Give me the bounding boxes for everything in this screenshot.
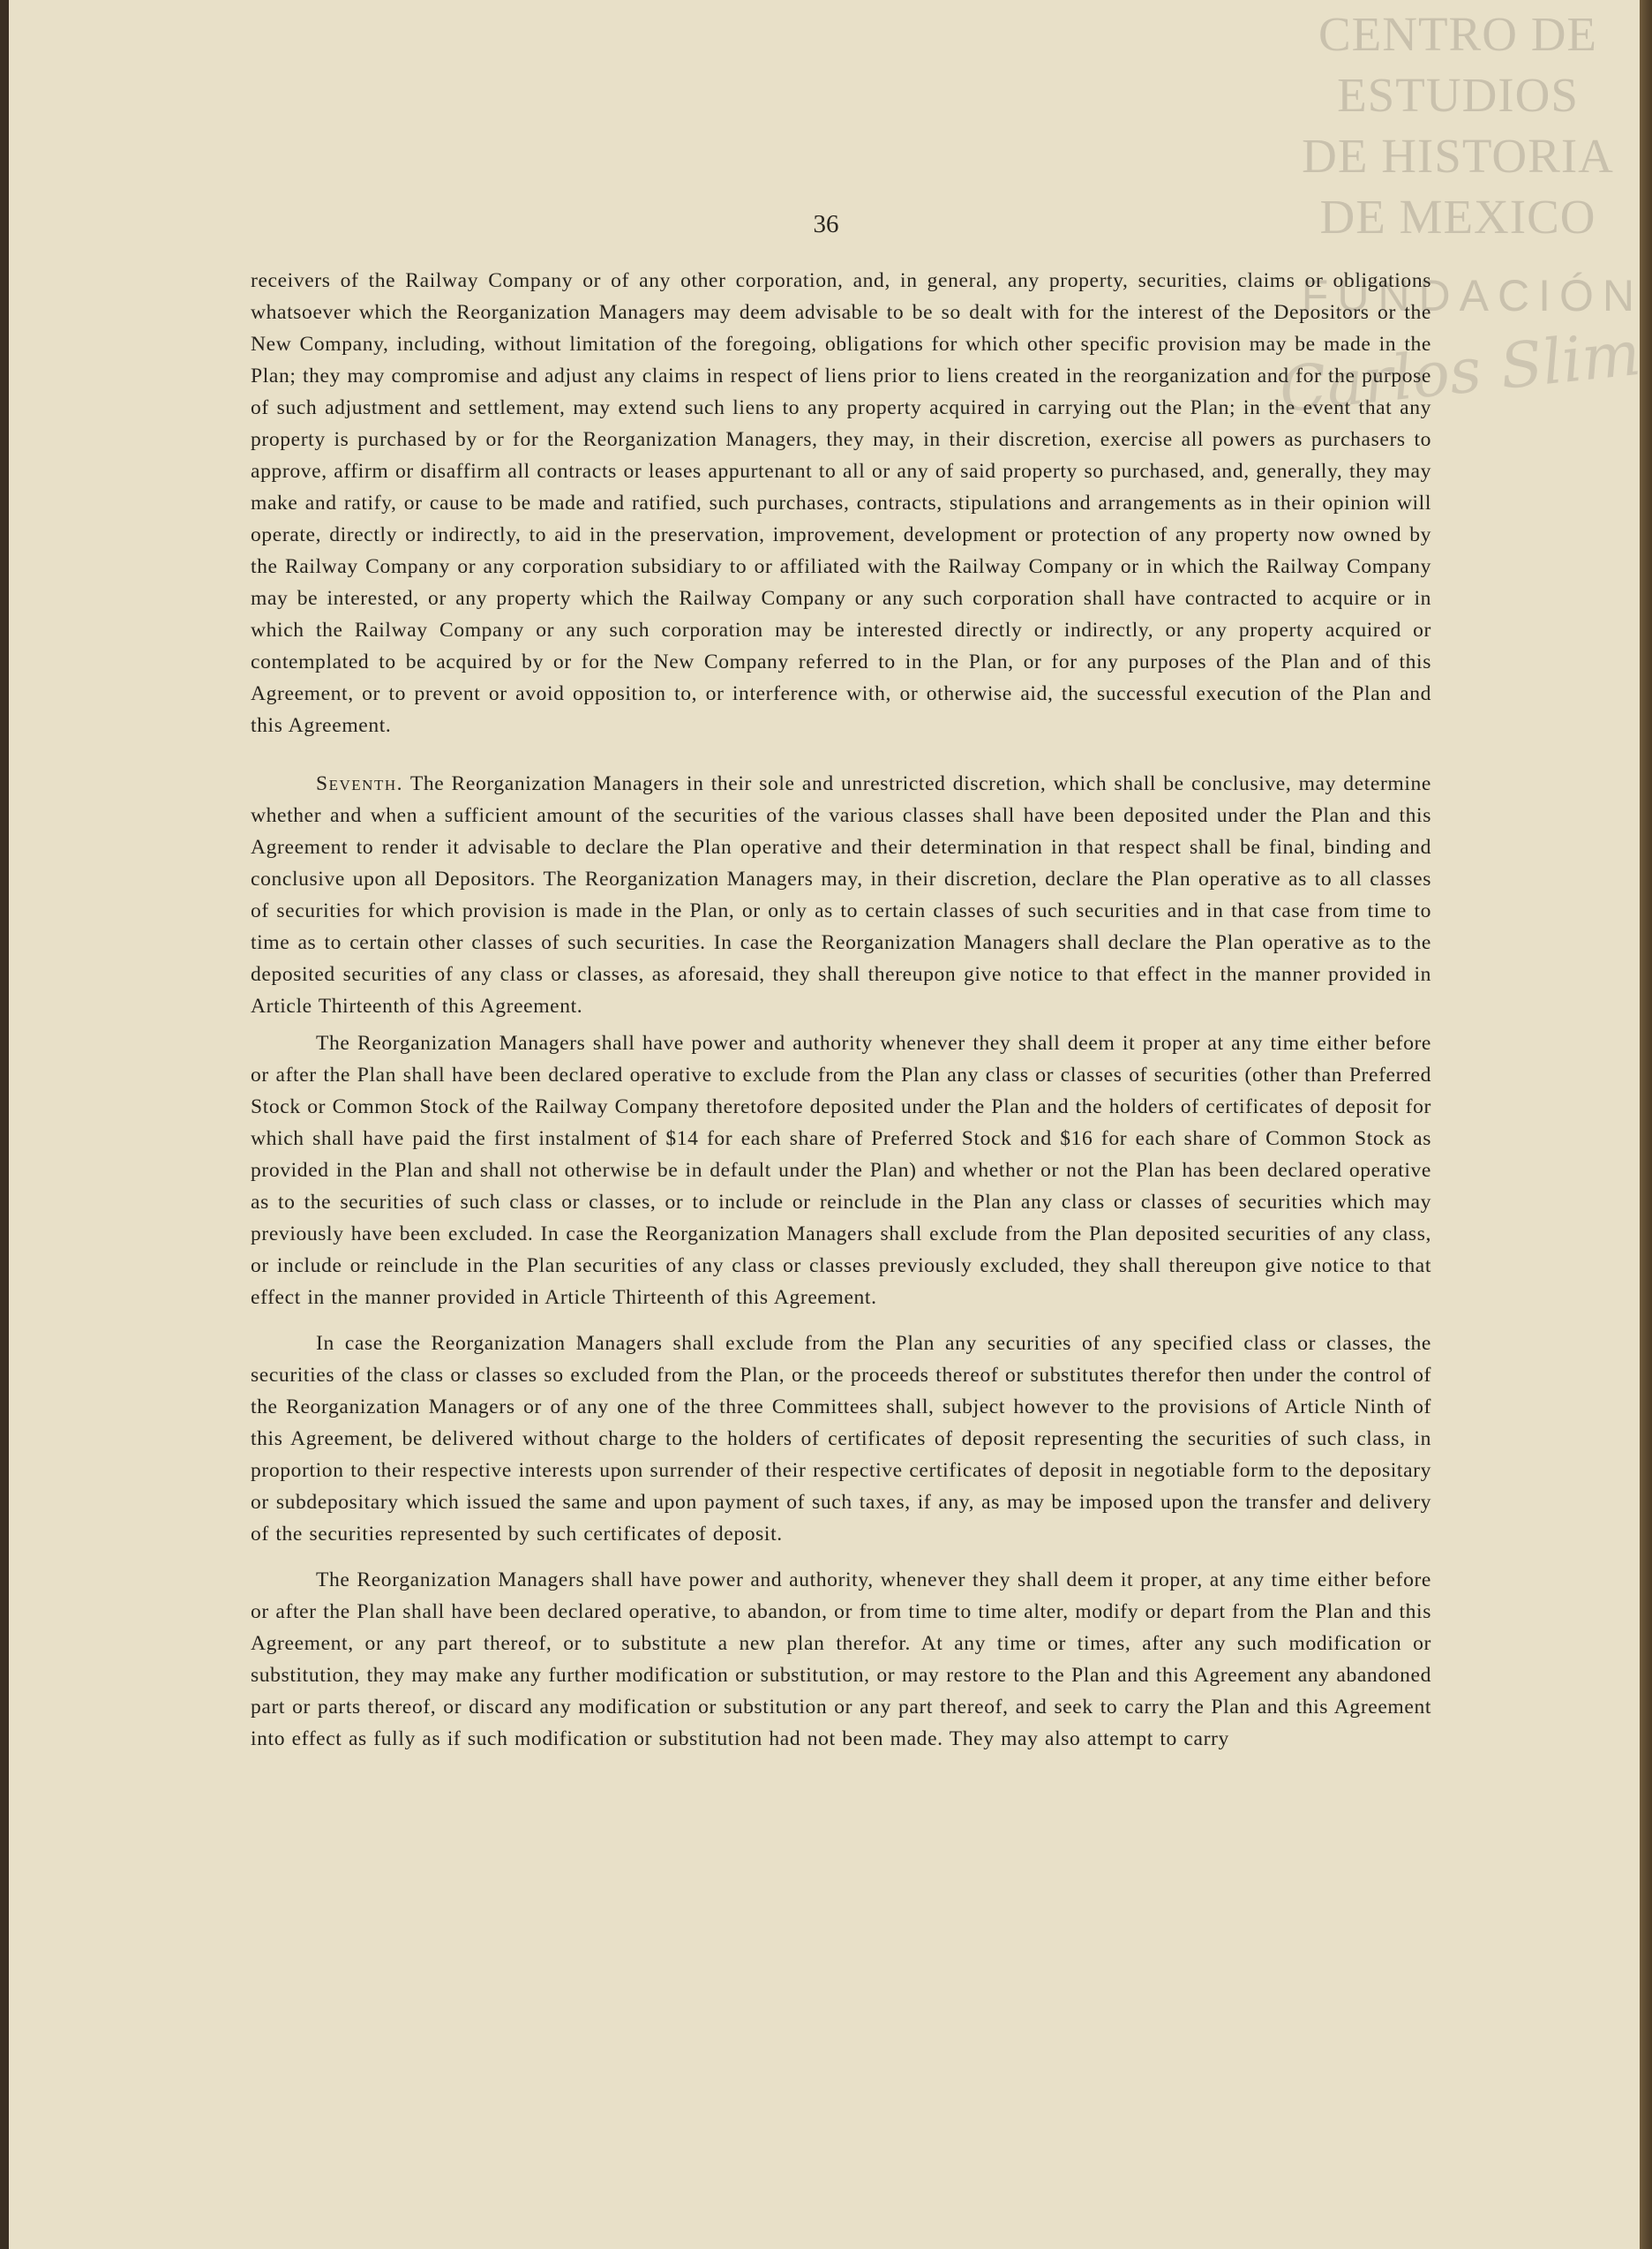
paragraph-text: receivers of the Railway Company or of any other corporation, and, in general, any property, securities, claims or obligations whatsoever which the Reorganization Managers may deem advisable to be so dealt with for the interest of the Depositors or the New Company, including, without limitation of the foregoing, obligations for which other specific provision may be made in the Plan; they may compromise and adjust any claims in respect of liens prior to liens created in the reorganization and for the purpose of such adjustment and settlement, may extend such liens to any property acquired in carrying out the Plan; in the event that any property is purchased by or for the Reorganization Managers, they may, in their discretion, exercise all powers as purchasers to approve, affirm or disaffirm all contracts or leases appurtenant to all or any of said property so purchased, and, generally, they may make and ratify, or cause to be made and ratified, such purchases, contracts, stipulations and arrangements as in their opinion will operate, directly or indirectly, to aid in the preservation, improvement, development or protection of any property now owned by the Railway Company or any corporation subsidiary to or affiliated with the Railway Company or in which the Railway Company may be interested, or any property which the Railway Company or any such corporation shall have contracted to acquire or in which the Railway Company or any such corporation may be interested directly or indirectly, or any property acquired or contemplated to be acquired by or for the New Company referred to in the Plan, or for any purposes of the Plan and of this Agreement, or to prevent or avoid opposition to, or interference with, or otherwise aid, the successful execution of the Plan and this Agreement. [251, 269, 1431, 737]
paragraph [251, 1027, 1431, 1313]
paragraph [251, 768, 1431, 1022]
watermark-line: DE MEXICO [1319, 190, 1596, 244]
paragraph-text: In case the Reorganization Managers shall exclude from the Plan any securities of any specified class or classes, the securities of the class or classes so excluded from the Plan, or the proceeds thereof or substitutes therefor then under the control of the Reorganization Managers or of any one of the three Committees shall, subject however to the provisions of Article Ninth of this Agreement, be delivered without charge to the holders of certificates of deposit representing the securities of such class, in proportion to their respective interests upon surrender of their respective certificates of deposit in negotiable form to the depositary or subdepositary which issued the same and upon payment of such taxes, if any, as may be imposed upon the transfer and delivery of the securities represented by such certificates of deposit. [251, 1332, 1431, 1546]
watermark-line: DE HISTORIA [1302, 129, 1614, 183]
document-body [251, 265, 1431, 1755]
watermark-brand: FUNDACIÓN [1301, 271, 1643, 320]
paragraph-text: The Reorganization Managers shall have power and authority, whenever they shall deem it proper, at any time either before or after the Plan shall have been declared operative, to abandon, or from time to time alter, modify or depart from the Plan and this Agreement, or any part thereof, or to substitute a new plan therefor. At any time or times, after any such modification or substitution, they may make any further modification or substitution, or may restore to the Plan and this Agreement any abandoned part or parts thereof, or discard any modification or substitution or any part thereof, and seek to carry the Plan and this Agreement into effect as fully as if such modification or substitution had not been made. They may also attempt to carry [251, 1568, 1431, 1750]
watermark-line: ESTUDIOS [1337, 68, 1579, 122]
watermark-line: CENTRO DE [1318, 7, 1598, 61]
watermark-signature: Carlos Slim [1276, 316, 1645, 427]
page-right-edge [1640, 0, 1652, 2249]
article-heading: Seventh. [316, 772, 404, 795]
paragraph [251, 1328, 1431, 1550]
paragraph-text: The Reorganization Managers shall have power and authority whenever they shall deem it proper at any time either before or after the Plan shall have been declared operative to exclude from the Plan any class or classes of securities (other than Preferred Stock or Common Stock of the Railway Company theretofore deposited under the Plan and the holders of certificates of deposit for which shall have paid the first instalment of $14 for each share of Preferred Stock and $16 for each share of Common Stock as provided in the Plan and shall not otherwise be in default under the Plan) and whether or not the Plan has been declared operative as to the securities of such class or classes, or to include or reinclude in the Plan any class or classes of securities which may previously have been excluded. In case the Reorganization Managers shall exclude from the Plan deposited securities of any class, or include or reinclude in the Plan securities of any class or classes previously excluded, they shall thereupon give notice to that effect in the manner provided in Article Thirteenth of this Agreement. [251, 1032, 1431, 1309]
paragraph [251, 1564, 1431, 1755]
paragraph-text: The Reorganization Managers in their sole and unrestricted discretion, which shall be conclusive, may determine whether and when a sufficient amount of the securities of the various classes shall have been deposited under the Plan and this Agreement to render it advisable to declare the Plan operative and their determination in that respect shall be final, binding and conclusive upon all Depositors. The Reorganization Managers may, in their discretion, declare the Plan operative as to all classes of securities for which provision is made in the Plan, or only as to certain classes of such securities and in that case from time to time as to certain other classes of such securities. In case the Reorganization Managers shall declare the Plan operative as to the deposited securities of any class or classes, as aforesaid, they shall thereupon give notice to that effect in the manner provided in Article Thirteenth of this Agreement. [251, 772, 1431, 1018]
page-number: 36 [813, 210, 839, 238]
page-left-edge [0, 0, 9, 2249]
paragraph [251, 265, 1431, 741]
